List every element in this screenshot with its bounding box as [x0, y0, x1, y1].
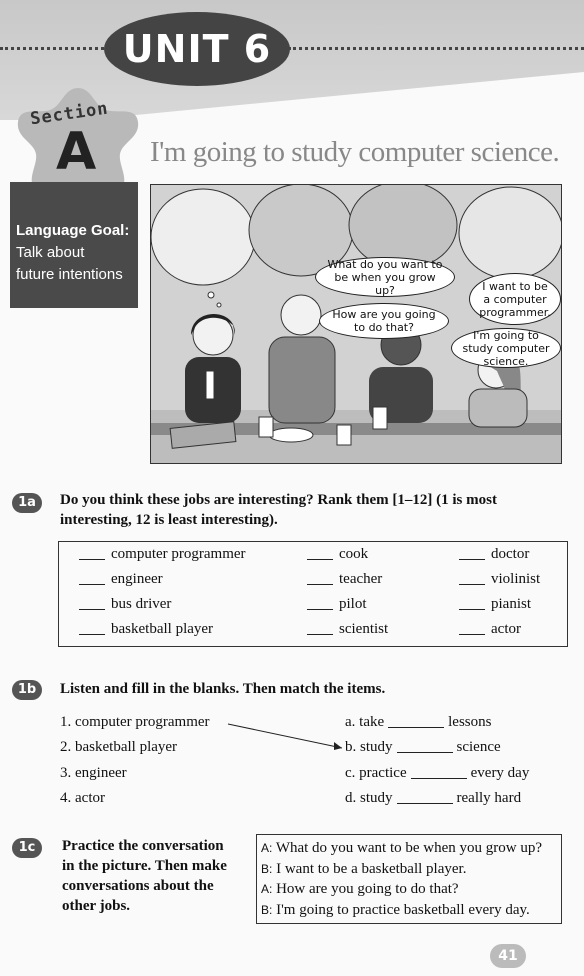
rank-blank[interactable] [79, 584, 105, 585]
language-goal-box [10, 182, 138, 308]
rank-blank[interactable] [79, 609, 105, 610]
match-right-item: a. take lessons [345, 714, 492, 730]
conversation-line: B: I'm going to practice basketball every day. [261, 901, 530, 918]
rank-blank[interactable] [307, 609, 333, 610]
exercise-badge-1a: 1a [12, 493, 42, 513]
jobs-table [58, 541, 568, 647]
page-title: I'm going to study computer science. [150, 136, 560, 168]
speech-bubble: How are you going to do that? [319, 303, 449, 339]
job-item: doctor [459, 546, 529, 563]
rank-blank[interactable] [307, 559, 333, 560]
page-number: 41 [490, 944, 526, 968]
job-item: pianist [459, 596, 531, 613]
section-word: Section [28, 98, 110, 130]
job-item: cook [307, 546, 368, 563]
fill-blank[interactable] [397, 803, 453, 804]
job-item: bus driver [79, 596, 171, 613]
exercise-badge-1c: 1c [12, 838, 42, 858]
rank-blank[interactable] [459, 634, 485, 635]
job-item: pilot [307, 596, 367, 613]
speech-bubble: I want to be a computer programmer. [469, 273, 561, 325]
conversation-line: A: How are you going to do that? [261, 881, 459, 897]
rank-blank[interactable] [459, 559, 485, 560]
rank-blank[interactable] [307, 584, 333, 585]
match-line [226, 718, 350, 754]
match-left-item: 2. basketball player [60, 739, 178, 755]
exercise-1a-instruction: Do you think these jobs are interesting? Rank them [1–12] (1 is most interesting, 12 is least interesting). [60, 492, 497, 528]
match-right-item: d. study really hard [345, 790, 522, 806]
speech-bubble: What do you want to be when you grow up? [315, 257, 455, 297]
job-item: computer programmer [79, 546, 246, 563]
match-right-item: b. study science [345, 739, 501, 755]
job-item: scientist [307, 621, 388, 638]
fill-blank[interactable] [397, 752, 453, 753]
rank-blank[interactable] [79, 634, 105, 635]
job-item: basketball player [79, 621, 213, 638]
conversation-line: A: What do you want to be when you grow up? [261, 840, 543, 856]
match-left-item: 3. engineer [60, 765, 127, 781]
cafeteria-illustration [150, 184, 562, 464]
exercise-1b-instruction: Listen and fill in the blanks. Then match the items. [60, 681, 386, 697]
match-left-item: 1. computer programmer [60, 714, 210, 730]
unit-title: UNIT 6 [104, 12, 290, 86]
rank-blank[interactable] [459, 609, 485, 610]
language-goal-line: future intentions [16, 266, 123, 283]
language-goal-line: Talk about [16, 244, 85, 261]
fill-blank[interactable] [411, 778, 467, 779]
job-item: teacher [307, 571, 382, 588]
rank-blank[interactable] [79, 559, 105, 560]
exercise-badge-1b: 1b [12, 680, 42, 700]
job-item: actor [459, 621, 521, 638]
fill-blank[interactable] [388, 727, 444, 728]
job-item: engineer [79, 571, 163, 588]
conversation-box [256, 834, 562, 924]
language-goal-title: Language Goal: [16, 222, 130, 239]
conversation-line: B: I want to be a basketball player. [261, 860, 467, 877]
match-right-item: c. practice every day [345, 765, 530, 781]
rank-blank[interactable] [307, 634, 333, 635]
match-left-item: 4. actor [60, 790, 105, 806]
section-letter: A [56, 122, 97, 182]
exercise-1c-instruction: Practice the conversation in the picture. Then make conversations about the other jobs. [62, 838, 227, 914]
speech-bubble: I'm going to study computer science. [451, 328, 561, 368]
header-dots-right [288, 47, 584, 51]
header-dots-left [0, 47, 110, 51]
rank-blank[interactable] [459, 584, 485, 585]
job-item: violinist [459, 571, 540, 588]
